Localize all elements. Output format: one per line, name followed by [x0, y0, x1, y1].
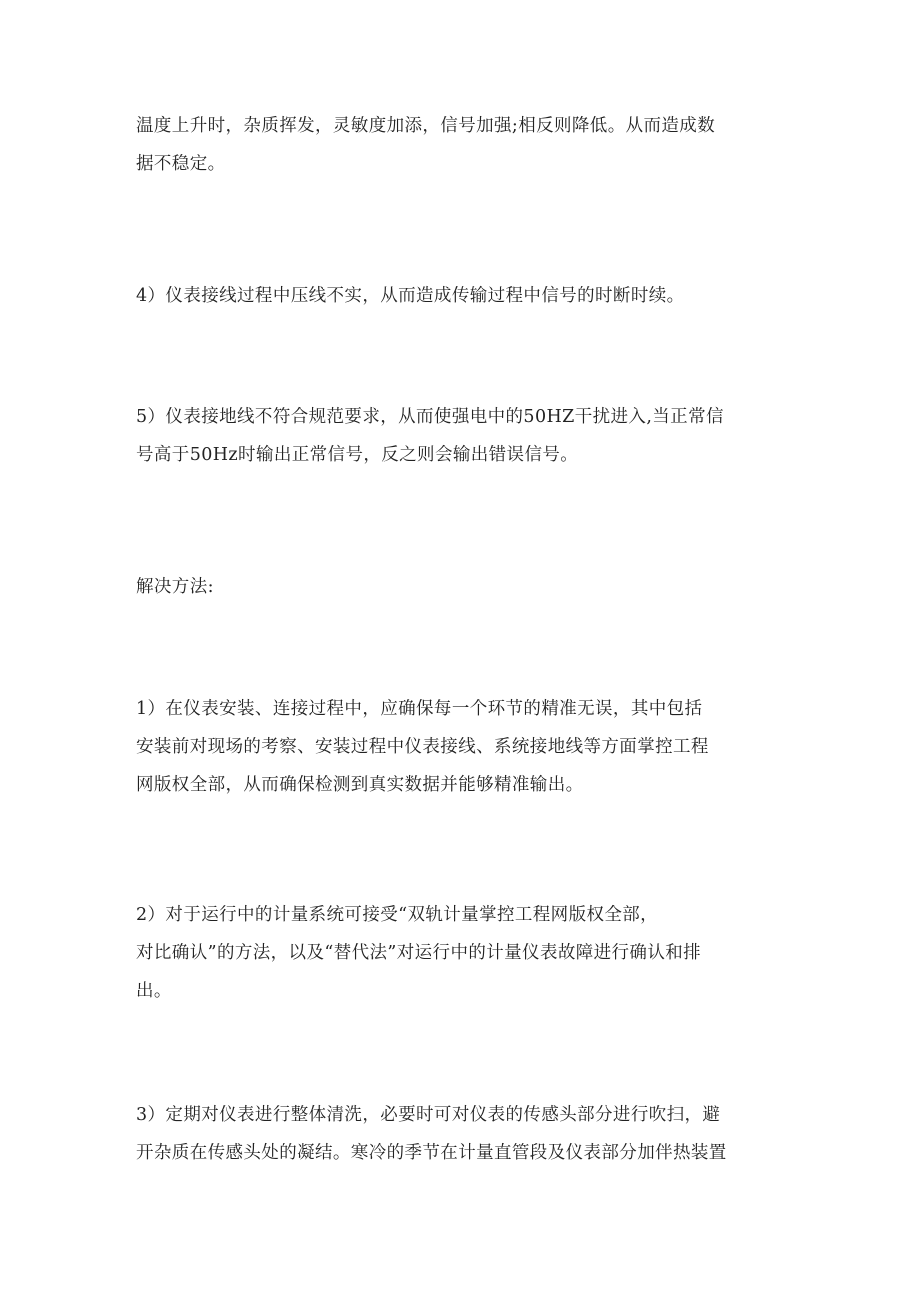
text-line: 网版权全部，从而确保检测到真实数据并能够精准输出。 — [136, 775, 584, 795]
text-line: 对比确认”的方法，以及“替代法”对运行中的计量仪表故障进行确认和排 — [136, 943, 702, 963]
solution-heading — [136, 568, 796, 606]
text-line: 4）仪表接线过程中压线不实，从而造成传输过程中信号的时断时续。 — [136, 286, 685, 306]
text-line: 号高于50Hz时输出正常信号，反之则会输出错误信号。 — [136, 445, 579, 465]
text-line: 5）仪表接地线不符合规范要求，从而使强电中的50HZ干扰进入,当正常信 — [136, 407, 724, 427]
paragraph-solution-1 — [136, 690, 796, 804]
paragraph-solution-3 — [136, 1096, 796, 1172]
text-line: 开杂质在传感头处的凝结。寒冷的季节在计量直管段及仪表部分加伴热装置 — [136, 1143, 727, 1163]
text-line: 1）在仪表安装、连接过程中，应确保每一个环节的精准无误，其中包括 — [136, 699, 703, 719]
text-line: 2）对于运行中的计量系统可接受“双轨计量掌控工程网版权全部， — [136, 905, 659, 925]
paragraph-item-4 — [136, 277, 796, 315]
text-line: 3）定期对仪表进行整体清洗，必要时可对仪表的传感头部分进行吹扫，避 — [136, 1105, 721, 1125]
paragraph-solution-2 — [136, 896, 796, 1010]
text-line: 安装前对现场的考察、安装过程中仪表接线、系统接地线等方面掌控工程 — [136, 737, 709, 757]
text-line: 出。 — [136, 981, 172, 1001]
paragraph-temperature — [136, 107, 796, 183]
text-line: 据不稳定。 — [136, 154, 226, 174]
text-line: 温度上升时，杂质挥发，灵敏度加添，信号加强;相反则降低。从而造成数 — [136, 116, 716, 136]
paragraph-item-5 — [136, 398, 796, 474]
text-line: 解决方法: — [136, 577, 214, 597]
